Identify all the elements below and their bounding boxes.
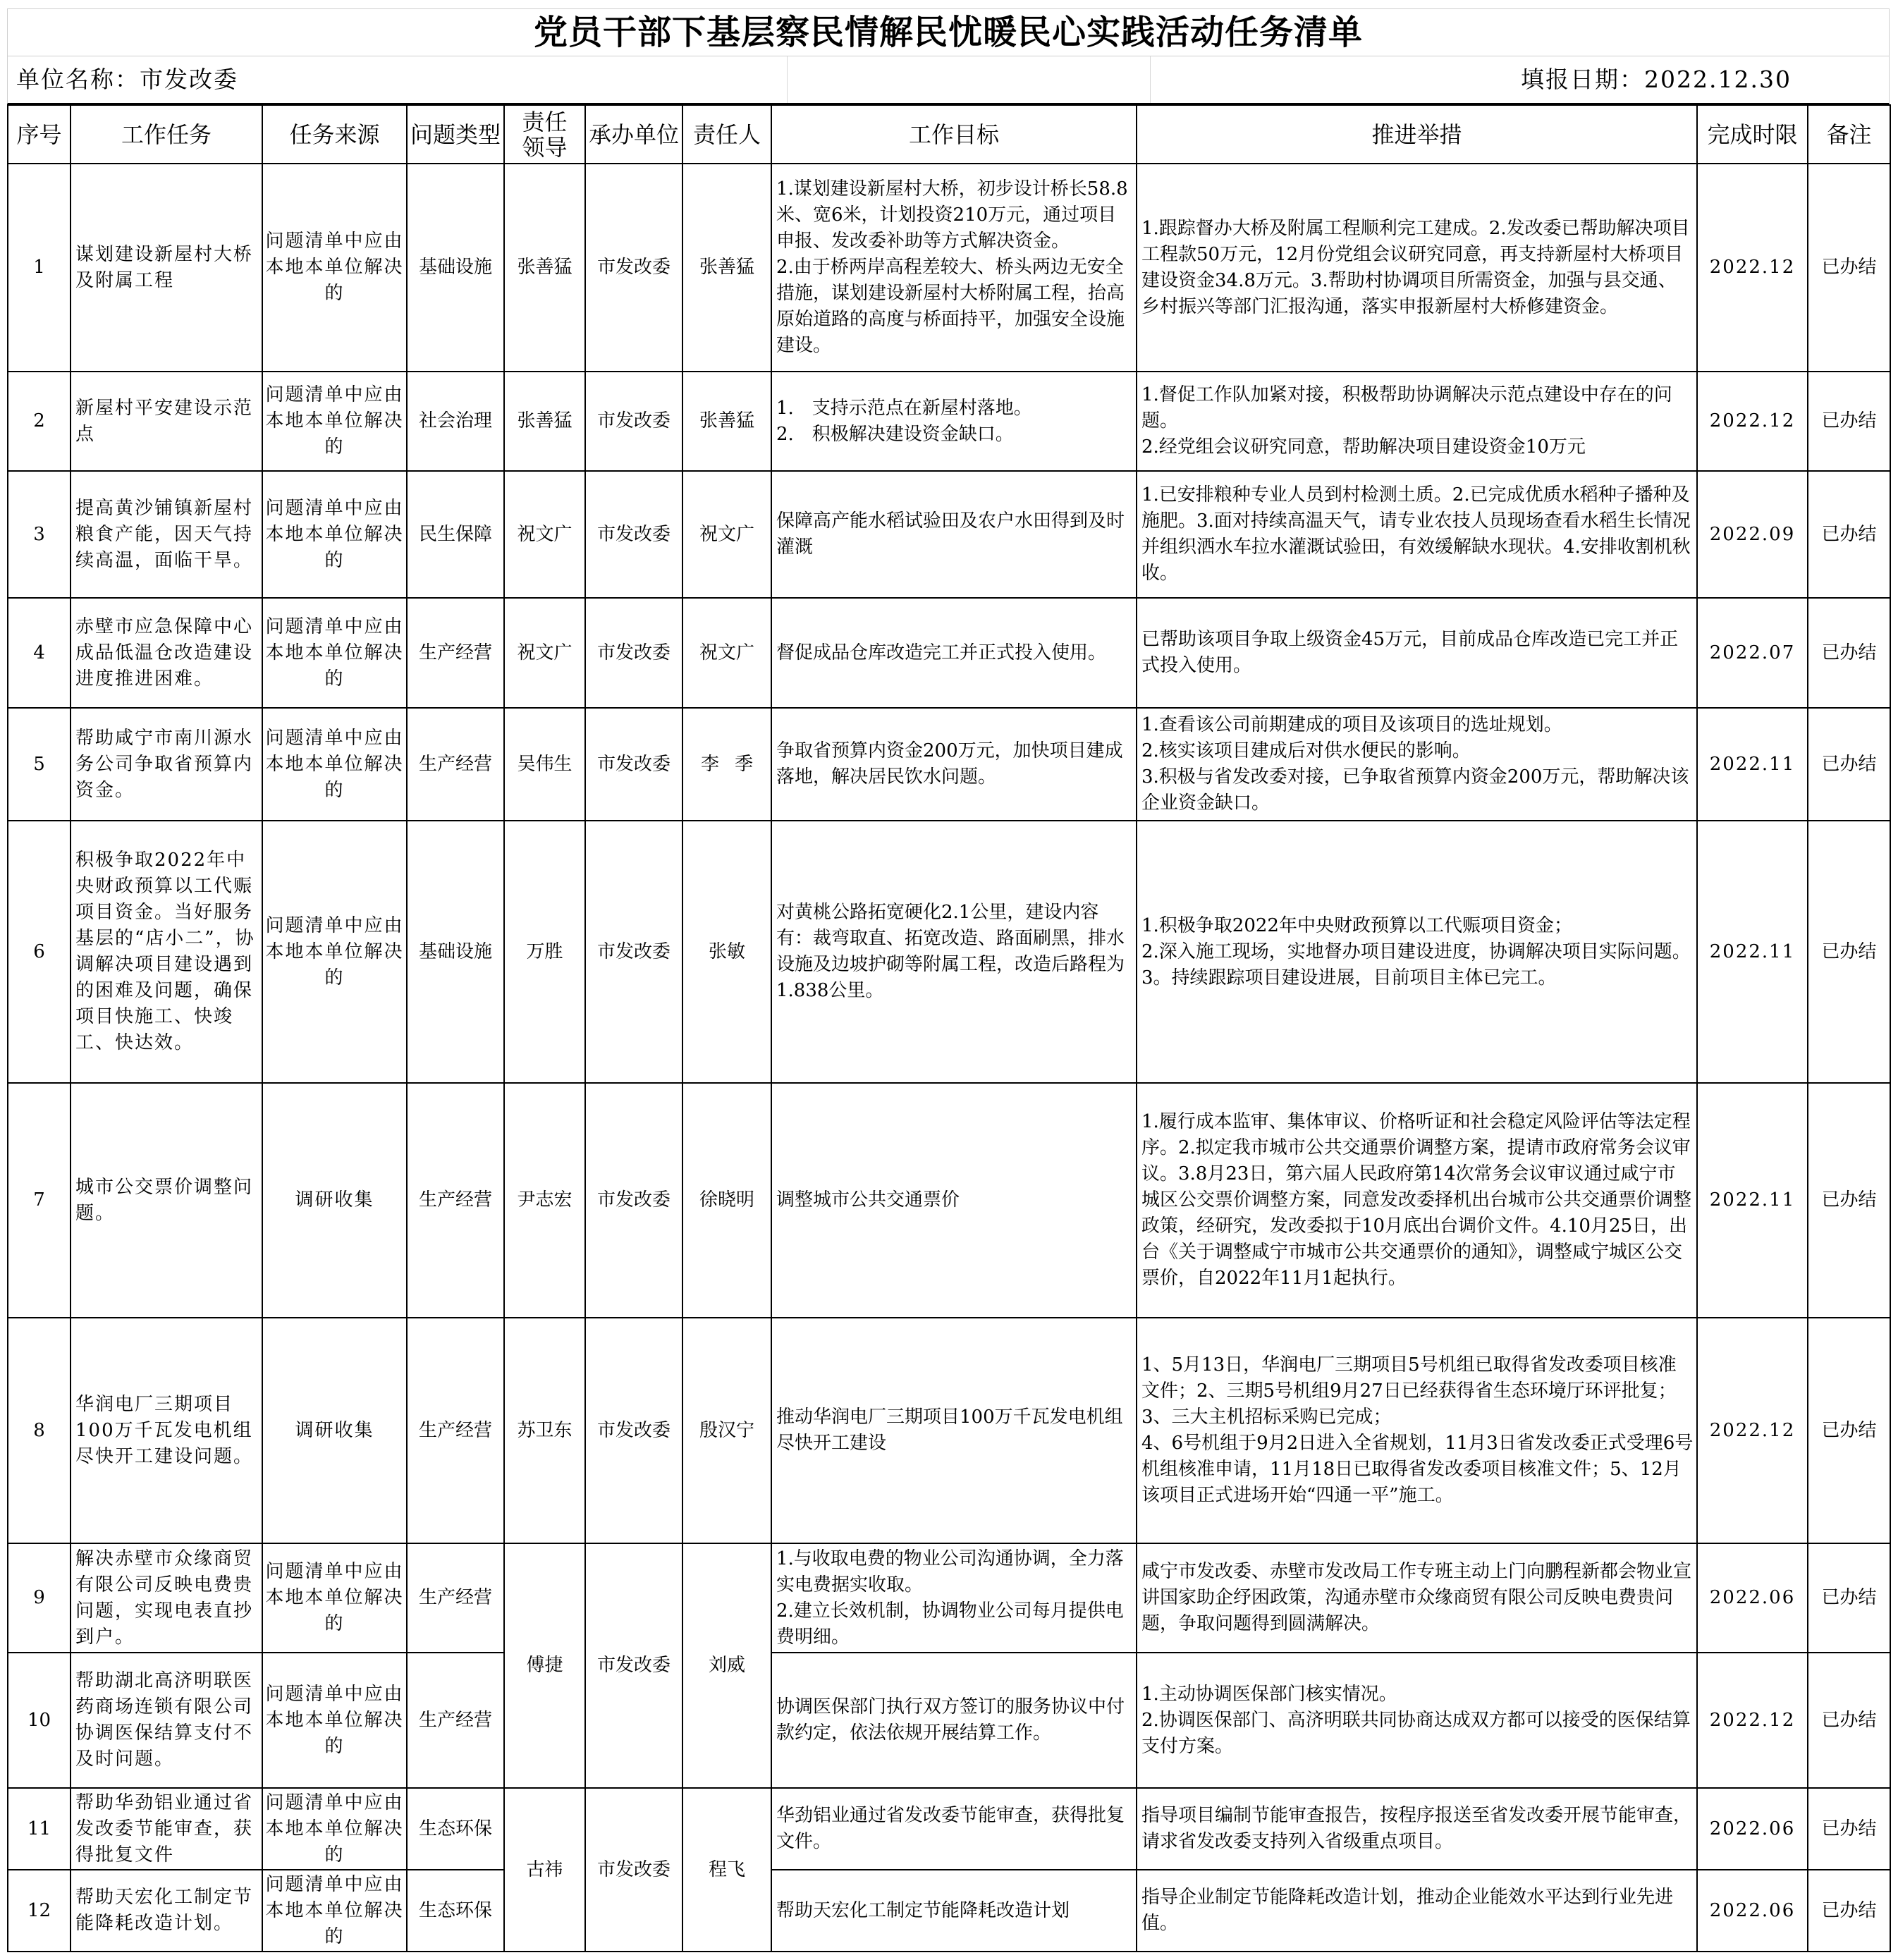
measures-cell: 1.督促工作队加紧对接，积极帮助协调解决示范点建设中存在的问题。 2.经党组会议研究同意，帮助解决项目建设资金10万元 [1137, 372, 1697, 471]
leader-cell: 尹志宏 [504, 1083, 585, 1318]
remark-cell: 已办结 [1808, 1083, 1890, 1318]
remark-cell: 已办结 [1808, 1653, 1890, 1788]
header-task: 工作任务 [71, 105, 262, 164]
unit-cell: 市发改委 [585, 372, 682, 471]
seq-cell: 11 [8, 1788, 71, 1870]
deadline-cell: 2022.11 [1697, 708, 1808, 821]
type-cell: 基础设施 [407, 821, 504, 1083]
header-unit: 承办单位 [585, 105, 682, 164]
goal-cell: 1.谋划建设新屋村大桥，初步设计桥长58.8米、宽6米，计划投资210万元，通过项目申报、发改委补助等方式解决资金。 2.由于桥两岸高程差较大、桥头两边无安全措施，谋划建设新屋村大桥附属工程，抬高原始道路的高度与桥面持平，加强安全设施建设。 [771, 164, 1137, 372]
source-cell: 问题清单中应由本地本单位解决的 [262, 708, 407, 821]
type-cell: 生产经营 [407, 1543, 504, 1653]
source-cell: 问题清单中应由本地本单位解决的 [262, 1788, 407, 1870]
task-cell: 帮助天宏化工制定节能降耗改造计划。 [71, 1870, 262, 1952]
remark-cell: 已办结 [1808, 821, 1890, 1083]
remark-cell: 已办结 [1808, 1870, 1890, 1952]
measures-cell: 1.已安排粮种专业人员到村检测土质。2.已完成优质水稻种子播种及施肥。3.面对持续高温天气，请专业农技人员现场查看水稻生长情况并组织洒水车拉水灌溉试验田，有效缓解缺水现状。4.安排收割机秋收。 [1137, 471, 1697, 598]
deadline-cell: 2022.06 [1697, 1870, 1808, 1952]
table-row [8, 372, 1890, 471]
goal-cell: 督促成品仓库改造完工并正式投入使用。 [771, 598, 1137, 708]
task-cell: 新屋村平安建设示范点 [71, 372, 262, 471]
header-deadline: 完成时限 [1697, 105, 1808, 164]
table-row [8, 708, 1890, 821]
goal-cell: 1.与收取电费的物业公司沟通协调，全力落实电费据实收取。 2.建立长效机制，协调物业公司每月提供电费明细。 [771, 1543, 1137, 1653]
measures-cell: 1.查看该公司前期建成的项目及该项目的选址规划。 2.核实该项目建成后对供水便民的影响。 3.积极与省发改委对接，已争取省预算内资金200万元，帮助解决该企业资金缺口。 [1137, 708, 1697, 821]
type-cell: 民生保障 [407, 471, 504, 598]
leader-cell: 张善猛 [504, 164, 585, 372]
source-cell: 问题清单中应由本地本单位解决的 [262, 1653, 407, 1788]
type-cell: 生产经营 [407, 1653, 504, 1788]
source-cell: 问题清单中应由本地本单位解决的 [262, 164, 407, 372]
person-cell: 殷汉宁 [682, 1318, 771, 1543]
task-table [7, 104, 1891, 1952]
table-row [8, 1653, 1890, 1788]
source-cell: 问题清单中应由本地本单位解决的 [262, 1543, 407, 1653]
seq-cell: 6 [8, 821, 71, 1083]
header-row [8, 105, 1890, 164]
task-cell: 赤壁市应急保障中心成品低温仓改造建设进度推进困难。 [71, 598, 262, 708]
sheet-title: 党员干部下基层察民情解民忧暖民心实践活动任务清单 [7, 8, 1890, 56]
task-list-sheet [7, 8, 1890, 1952]
type-cell: 基础设施 [407, 164, 504, 372]
divider [787, 56, 788, 103]
header-source: 任务来源 [262, 105, 407, 164]
remark-cell: 已办结 [1808, 1318, 1890, 1543]
type-cell: 生态环保 [407, 1870, 504, 1952]
seq-cell: 8 [8, 1318, 71, 1543]
task-cell: 谋划建设新屋村大桥及附属工程 [71, 164, 262, 372]
unit-cell: 市发改委 [585, 1543, 682, 1788]
person-cell: 张敏 [682, 821, 771, 1083]
deadline-cell: 2022.06 [1697, 1543, 1808, 1653]
deadline-cell: 2022.07 [1697, 598, 1808, 708]
person-cell: 张善猛 [682, 164, 771, 372]
deadline-cell: 2022.12 [1697, 372, 1808, 471]
leader-cell: 吴伟生 [504, 708, 585, 821]
deadline-cell: 2022.11 [1697, 821, 1808, 1083]
source-cell: 问题清单中应由本地本单位解决的 [262, 1870, 407, 1952]
remark-cell: 已办结 [1808, 708, 1890, 821]
unit-cell: 市发改委 [585, 821, 682, 1083]
goal-cell: 对黄桃公路拓宽硬化2.1公里，建设内容有：裁弯取直、拓宽改造、路面刷黑，排水设施及边坡护砌等附属工程，改造后路程为1.838公里。 [771, 821, 1137, 1083]
table-row [8, 1083, 1890, 1318]
deadline-cell: 2022.09 [1697, 471, 1808, 598]
type-cell: 社会治理 [407, 372, 504, 471]
unit-cell: 市发改委 [585, 1788, 682, 1952]
unit-cell: 市发改委 [585, 598, 682, 708]
measures-cell: 1.主动协调医保部门核实情况。 2.协调医保部门、高济明联共同协商达成双方都可以接受的医保结算支付方案。 [1137, 1653, 1697, 1788]
measures-cell: 1.积极争取2022年中央财政预算以工代赈项目资金； 2.深入施工现场，实地督办项目建设进度，协调解决项目实际问题。 3。持续跟踪项目建设进展，目前项目主体已完工。 [1137, 821, 1697, 1083]
leader-cell: 张善猛 [504, 372, 585, 471]
unit-cell: 市发改委 [585, 1318, 682, 1543]
remark-cell: 已办结 [1808, 1543, 1890, 1653]
type-cell: 生产经营 [407, 598, 504, 708]
type-cell: 生产经营 [407, 1318, 504, 1543]
source-cell: 调研收集 [262, 1083, 407, 1318]
source-cell: 调研收集 [262, 1318, 407, 1543]
task-cell: 积极争取2022年中央财政预算以工代赈项目资金。当好服务基层的“店小二”，协调解决项目建设遇到的困难及问题，确保项目快施工、快竣工、快达效。 [71, 821, 262, 1083]
goal-cell: 华劲铝业通过省发改委节能审查，获得批复文件。 [771, 1788, 1137, 1870]
source-cell: 问题清单中应由本地本单位解决的 [262, 372, 407, 471]
measures-cell: 指导项目编制节能审查报告，按程序报送至省发改委开展节能审查，请求省发改委支持列入省级重点项目。 [1137, 1788, 1697, 1870]
deadline-cell: 2022.12 [1697, 1653, 1808, 1788]
remark-cell: 已办结 [1808, 471, 1890, 598]
task-cell: 帮助华劲铝业通过省发改委节能审查，获得批复文件 [71, 1788, 262, 1870]
seq-cell: 3 [8, 471, 71, 598]
type-cell: 生态环保 [407, 1788, 504, 1870]
goal-cell: 调整城市公共交通票价 [771, 1083, 1137, 1318]
leader-cell: 古祎 [504, 1788, 585, 1952]
person-cell: 刘威 [682, 1543, 771, 1788]
header-type: 问题类型 [407, 105, 504, 164]
remark-cell: 已办结 [1808, 372, 1890, 471]
goal-cell: 1. 支持示范点在新屋村落地。 2. 积极解决建设资金缺口。 [771, 372, 1137, 471]
deadline-cell: 2022.12 [1697, 164, 1808, 372]
person-cell: 徐晓明 [682, 1083, 771, 1318]
leader-cell: 万胜 [504, 821, 585, 1083]
table-row [8, 164, 1890, 372]
measures-cell: 指导企业制定节能降耗改造计划，推动企业能效水平达到行业先进值。 [1137, 1870, 1697, 1952]
person-cell: 李季 [682, 708, 771, 821]
remark-cell: 已办结 [1808, 1788, 1890, 1870]
seq-cell: 5 [8, 708, 71, 821]
person-cell: 程飞 [682, 1788, 771, 1952]
header-leader: 责任领导 [504, 105, 585, 164]
remark-cell: 已办结 [1808, 164, 1890, 372]
measures-cell: 1、5月13日，华润电厂三期项目5号机组已取得省发改委项目核准文件；2、三期5号机组9月27日已经获得省生态环境厅环评批复；3、三大主机招标采购已完成； 4、6号机组于9月2日进入全省规划，11月3日省发改委正式受理6号机组核准申请，11月18日已取得省发改委项目核准文件；5、12月该项目正式进场开始“四通一平”施工。 [1137, 1318, 1697, 1543]
table-row [8, 598, 1890, 708]
table-row [8, 471, 1890, 598]
goal-cell: 帮助天宏化工制定节能降耗改造计划 [771, 1870, 1137, 1952]
goal-cell: 协调医保部门执行双方签订的服务协议中付款约定，依法依规开展结算工作。 [771, 1653, 1137, 1788]
header-seq: 序号 [8, 105, 71, 164]
source-cell: 问题清单中应由本地本单位解决的 [262, 598, 407, 708]
header-goal: 工作目标 [771, 105, 1137, 164]
type-cell: 生产经营 [407, 708, 504, 821]
table-row [8, 1788, 1890, 1870]
table-row [8, 1318, 1890, 1543]
info-bar [7, 56, 1890, 104]
goal-cell: 保障高产能水稻试验田及农户水田得到及时灌溉 [771, 471, 1137, 598]
task-cell: 帮助咸宁市南川源水务公司争取省预算内资金。 [71, 708, 262, 821]
measures-cell: 1.跟踪督办大桥及附属工程顺利完工建成。2.发改委已帮助解决项目工程款50万元，12月份党组会议研究同意，再支持新屋村大桥项目建设资金34.8万元。3.帮助村协调项目所需资金，加强与县交通、乡村振兴等部门汇报沟通，落实申报新屋村大桥修建资金。 [1137, 164, 1697, 372]
source-cell: 问题清单中应由本地本单位解决的 [262, 821, 407, 1083]
task-cell: 提高黄沙铺镇新屋村粮食产能，因天气持续高温，面临干旱。 [71, 471, 262, 598]
seq-cell: 2 [8, 372, 71, 471]
leader-cell: 傅捷 [504, 1543, 585, 1788]
deadline-cell: 2022.12 [1697, 1318, 1808, 1543]
fill-date-label: 填报日期：2022.12.30 [1521, 66, 1792, 93]
deadline-cell: 2022.11 [1697, 1083, 1808, 1318]
goal-cell: 推动华润电厂三期项目100万千瓦发电机组尽快开工建设 [771, 1318, 1137, 1543]
header-person: 责任人 [682, 105, 771, 164]
unit-cell: 市发改委 [585, 164, 682, 372]
deadline-cell: 2022.06 [1697, 1788, 1808, 1870]
seq-cell: 12 [8, 1870, 71, 1952]
unit-cell: 市发改委 [585, 1083, 682, 1318]
person-cell: 祝文广 [682, 598, 771, 708]
measures-cell: 1.履行成本监审、集体审议、价格听证和社会稳定风险评估等法定程序。2.拟定我市城市公共交通票价调整方案，提请市政府常务会议审议。3.8月23日，第六届人民政府第14次常务会议审议通过咸宁市城区公交票价调整方案，同意发改委择机出台城市公共交通票价调整政策，经研究，发改委拟于10月底出台调价文件。4.10月25日，出台《关于调整咸宁市城市公共交通票价的通知》，调整咸宁城区公交票价，自2022年11月1起执行。 [1137, 1083, 1697, 1318]
person-cell: 祝文广 [682, 471, 771, 598]
person-cell: 张善猛 [682, 372, 771, 471]
leader-cell: 祝文广 [504, 598, 585, 708]
source-cell: 问题清单中应由本地本单位解决的 [262, 471, 407, 598]
leader-cell: 苏卫东 [504, 1318, 585, 1543]
seq-cell: 7 [8, 1083, 71, 1318]
table-row [8, 1870, 1890, 1952]
measures-cell: 已帮助该项目争取上级资金45万元，目前成品仓库改造已完工并正式投入使用。 [1137, 598, 1697, 708]
unit-cell: 市发改委 [585, 708, 682, 821]
task-cell: 华润电厂三期项目100万千瓦发电机组尽快开工建设问题。 [71, 1318, 262, 1543]
seq-cell: 10 [8, 1653, 71, 1788]
header-measures: 推进举措 [1137, 105, 1697, 164]
unit-name-label: 单位名称：市发改委 [16, 66, 238, 93]
divider [1150, 56, 1151, 103]
leader-cell: 祝文广 [504, 471, 585, 598]
task-cell: 帮助湖北高济明联医药商场连锁有限公司协调医保结算支付不及时问题。 [71, 1653, 262, 1788]
table-row [8, 821, 1890, 1083]
unit-cell: 市发改委 [585, 471, 682, 598]
seq-cell: 9 [8, 1543, 71, 1653]
measures-cell: 咸宁市发改委、赤壁市发改局工作专班主动上门向鹏程新都会物业宣讲国家助企纾困政策，沟通赤壁市众缘商贸有限公司反映电费贵问题，争取问题得到圆满解决。 [1137, 1543, 1697, 1653]
header-remark: 备注 [1808, 105, 1890, 164]
task-cell: 城市公交票价调整问题。 [71, 1083, 262, 1318]
seq-cell: 4 [8, 598, 71, 708]
remark-cell: 已办结 [1808, 598, 1890, 708]
table-row [8, 1543, 1890, 1653]
task-cell: 解决赤壁市众缘商贸有限公司反映电费贵问题，实现电表直抄到户。 [71, 1543, 262, 1653]
goal-cell: 争取省预算内资金200万元，加快项目建成落地，解决居民饮水问题。 [771, 708, 1137, 821]
type-cell: 生产经营 [407, 1083, 504, 1318]
seq-cell: 1 [8, 164, 71, 372]
